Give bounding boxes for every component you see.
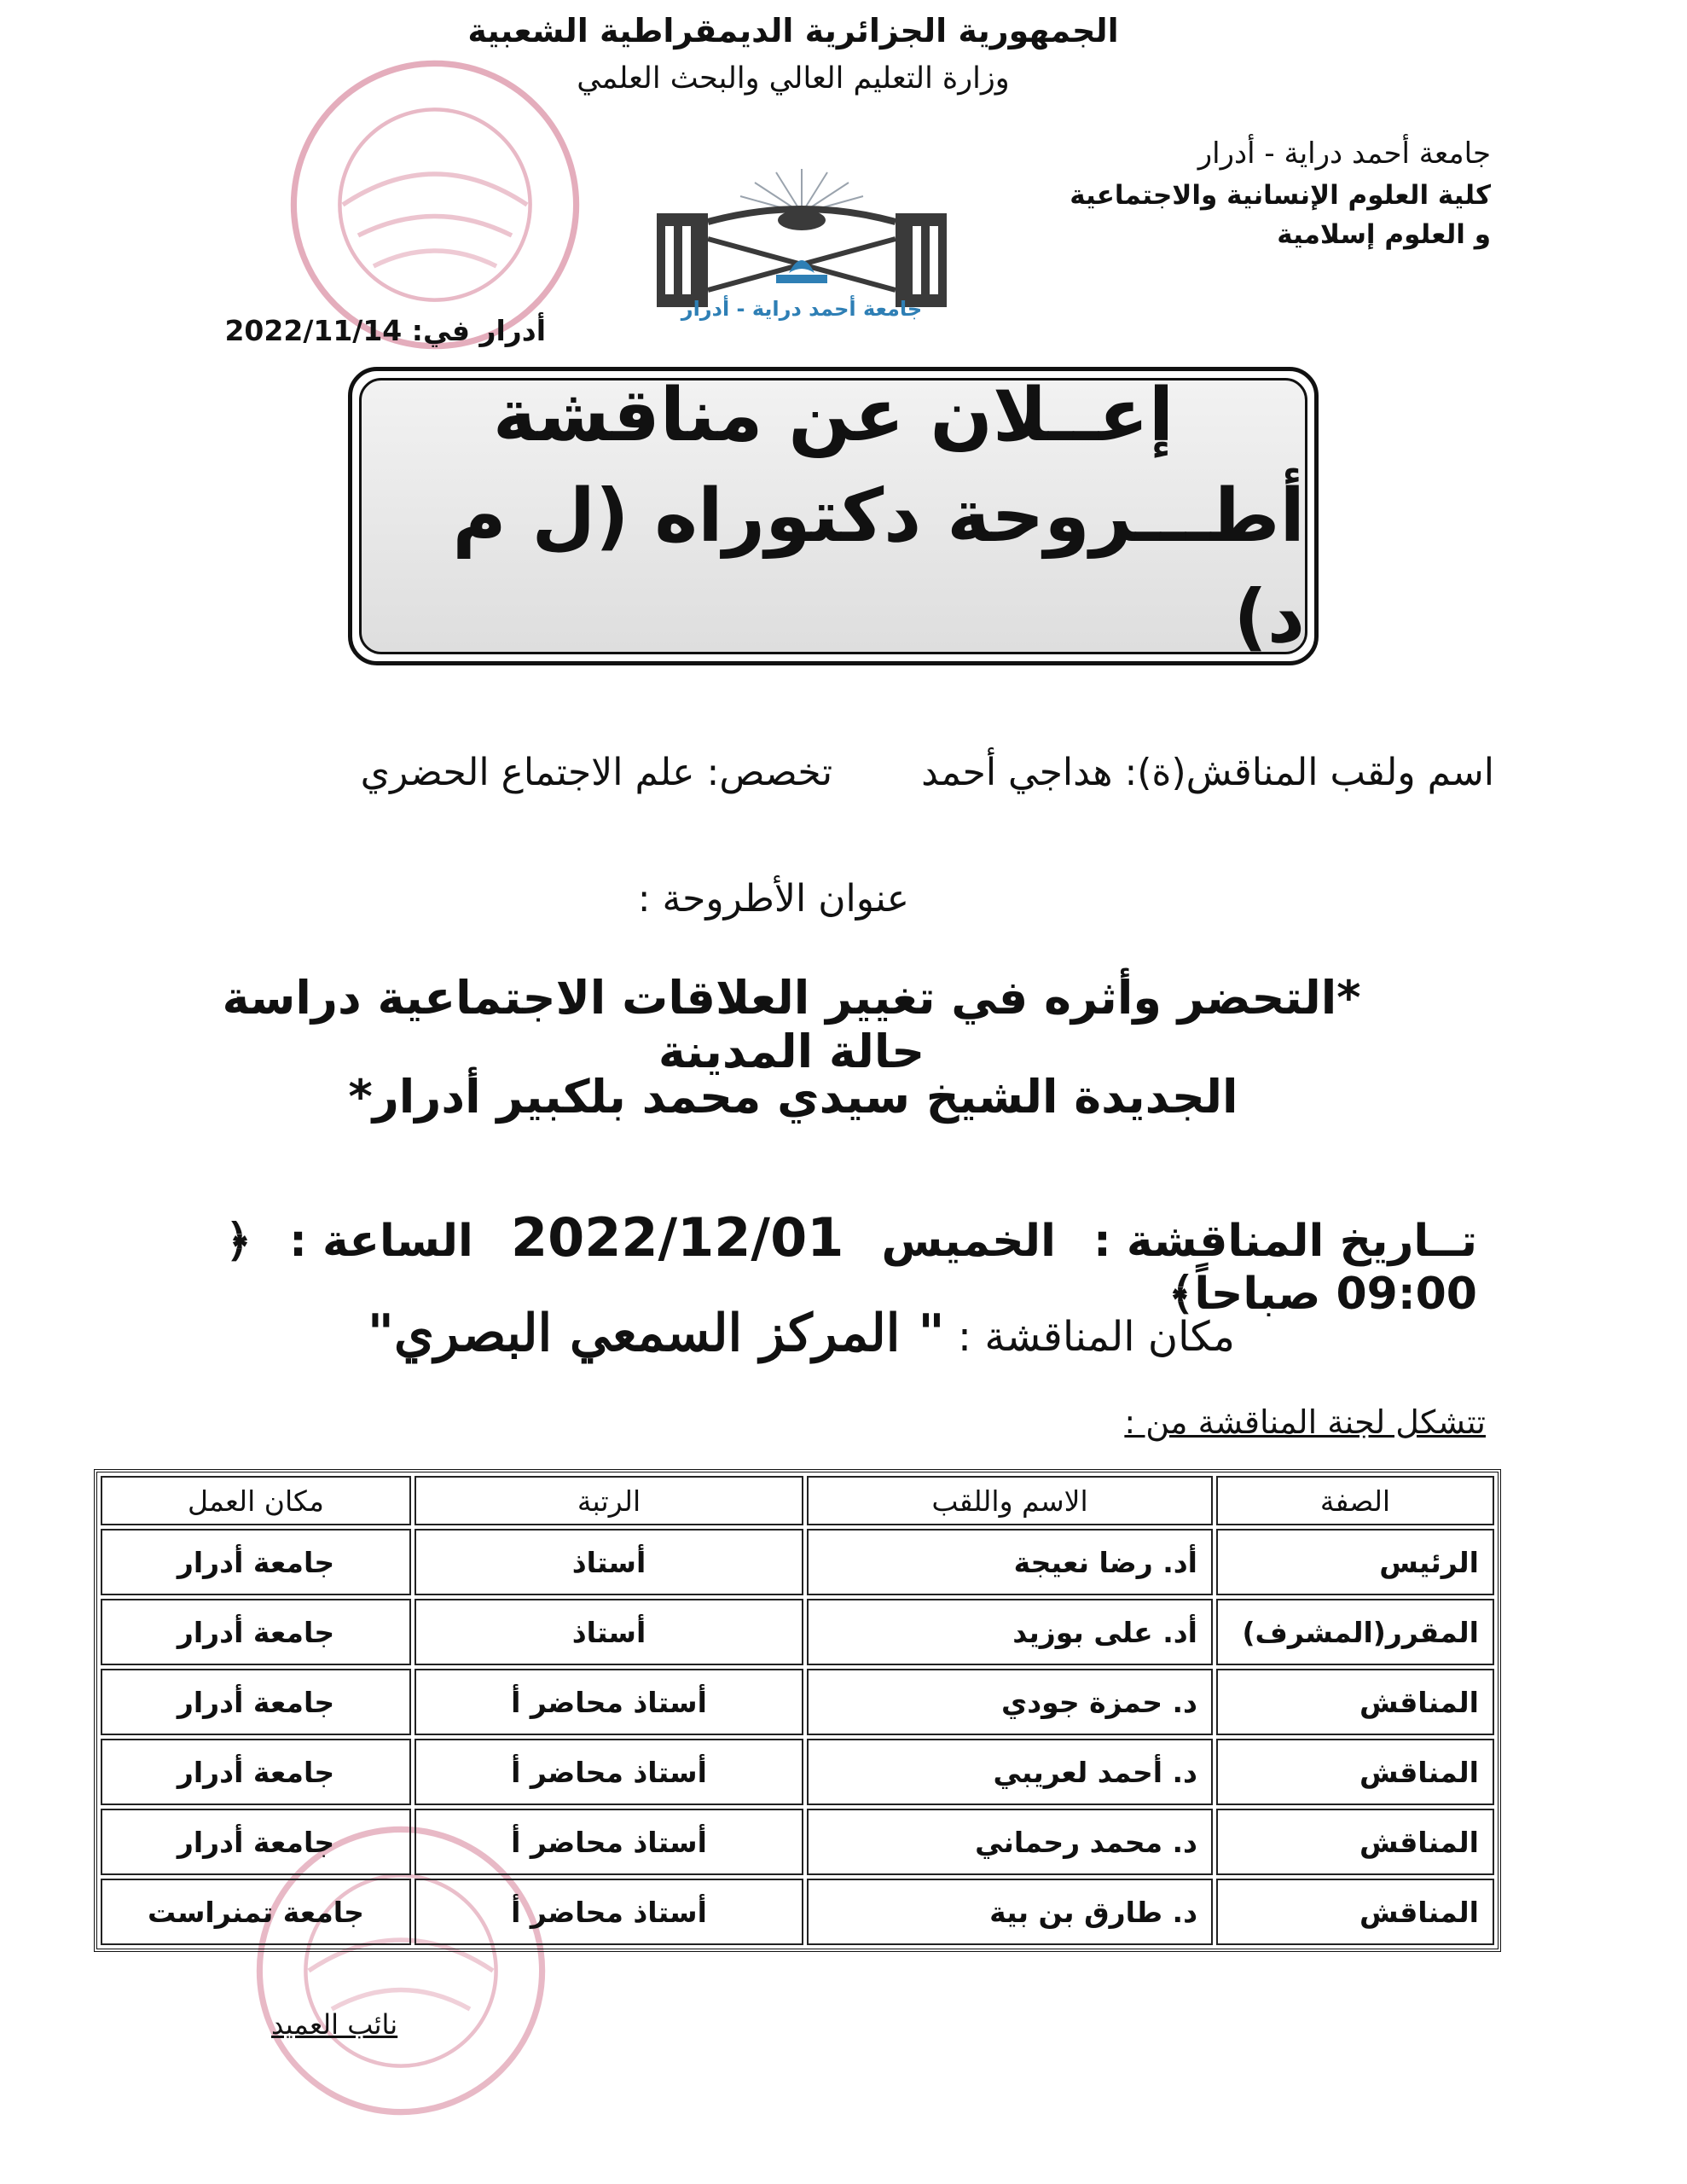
signature-title: نائب العميد [271, 2008, 398, 2041]
member-role: المناقش [1216, 1879, 1494, 1945]
defense-time-label: الساعة : [289, 1216, 473, 1267]
member-rank: أستاذ محاضر أ [415, 1669, 803, 1735]
committee-label: تتشكل لجنة المناقشة من : [1124, 1403, 1486, 1441]
defense-place-line [297, 1304, 1235, 1363]
thesis-title-line-1: *التحضر وأثره في تغيير العلاقات الاجتماعية دراسة حالة المدينة [222, 971, 1361, 1078]
member-workplace: جامعة أدرار [101, 1599, 411, 1665]
member-role: المناقش [1216, 1809, 1494, 1875]
table-row [101, 1669, 1494, 1735]
member-workplace: جامعة أدرار [101, 1809, 411, 1875]
defense-day: الخميس [881, 1216, 1056, 1267]
table-row [101, 1599, 1494, 1665]
member-rank: أستاذ [415, 1599, 803, 1665]
university-name: جامعة أحمد دراية - أدرار [1197, 136, 1491, 171]
member-name: أد. على بوزيد [807, 1599, 1213, 1665]
header-rank: الرتبة [415, 1476, 803, 1525]
member-name: د. محمد رحماني [807, 1809, 1213, 1875]
member-role: المناقش [1216, 1739, 1494, 1805]
member-workplace: جامعة أدرار [101, 1739, 411, 1805]
defense-place-value: " المركز السمعي البصري" [367, 1304, 945, 1363]
table-row [101, 1809, 1494, 1875]
announcement-title-line-1: إعــلان عن مناقشة [492, 373, 1174, 458]
header-name: الاسم واللقب [807, 1476, 1213, 1525]
issue-date-label: أدرار في: [411, 314, 546, 347]
defense-date: 2022/12/01 [510, 1206, 844, 1269]
member-rank: أستاذ محاضر أ [415, 1879, 803, 1945]
member-role: الرئيس [1216, 1529, 1494, 1595]
table-row [101, 1879, 1494, 1945]
issue-date-line [188, 314, 546, 347]
announcement-title-line-2: أطـــروحة دكتوراه (ل م د) [452, 473, 1305, 659]
member-name: د. حمزة جودي [807, 1669, 1213, 1735]
member-name: أد. رضا نعيجة [807, 1529, 1213, 1595]
member-role: المقرر(المشرف) [1216, 1599, 1494, 1665]
header-role: الصفة [1216, 1476, 1494, 1525]
university-logo [631, 162, 972, 333]
member-role: المناقش [1216, 1669, 1494, 1735]
specialty-value: علم الاجتماع الحضري [360, 751, 695, 794]
logo-caption: جامعة أحمد دراية - أدرار [681, 297, 923, 321]
announcement-title-box [348, 367, 1319, 665]
member-rank: أستاذ محاضر أ [415, 1739, 803, 1805]
committee-table [94, 1469, 1501, 1952]
university-block [945, 136, 1491, 254]
candidate-name-label: اسم ولقب المناقش(ة): [1124, 751, 1494, 794]
table-row [101, 1739, 1494, 1805]
table-header-row [101, 1476, 1494, 1525]
member-rank: أستاذ محاضر أ [415, 1809, 803, 1875]
candidate-name: هداجي أحمد [921, 751, 1113, 794]
member-workplace: جامعة أدرار [101, 1529, 411, 1595]
specialty-label: تخصص: [706, 751, 833, 794]
candidate-line [164, 751, 1494, 794]
defense-time: ﴿ 09:00 صباحاً﴾ [225, 1216, 1477, 1320]
issue-date-value: 2022/11/14 [224, 314, 403, 347]
defense-date-label: تــاريخ المناقشة : [1093, 1216, 1477, 1267]
official-stamp-top [281, 51, 588, 358]
member-name: د. أحمد لعريبي [807, 1739, 1213, 1805]
faculty-line-1: كلية العلوم الإنسانية والاجتماعية [1070, 180, 1491, 211]
member-workplace: جامعة تمنراست [101, 1879, 411, 1945]
faculty-line-2: و العلوم إسلامية [1277, 219, 1491, 250]
member-name: د. طارق بن بية [807, 1879, 1213, 1945]
thesis-title-line-2: الجديدة الشيخ سيدي محمد بلكبير أدرار* [348, 1070, 1238, 1124]
member-workplace: جامعة أدرار [101, 1669, 411, 1735]
thesis-title-label: عنوان الأطروحة : [637, 877, 909, 921]
member-rank: أستاذ [415, 1529, 803, 1595]
republic-heading: الجمهورية الجزائرية الديمقراطية الشعبية [467, 12, 1119, 49]
table-row [101, 1529, 1494, 1595]
defense-place-label: مكان المناقشة : [957, 1313, 1235, 1361]
header-workplace: مكان العمل [101, 1476, 411, 1525]
ministry-heading: وزارة التعليم العالي والبحث العلمي [577, 61, 1010, 96]
